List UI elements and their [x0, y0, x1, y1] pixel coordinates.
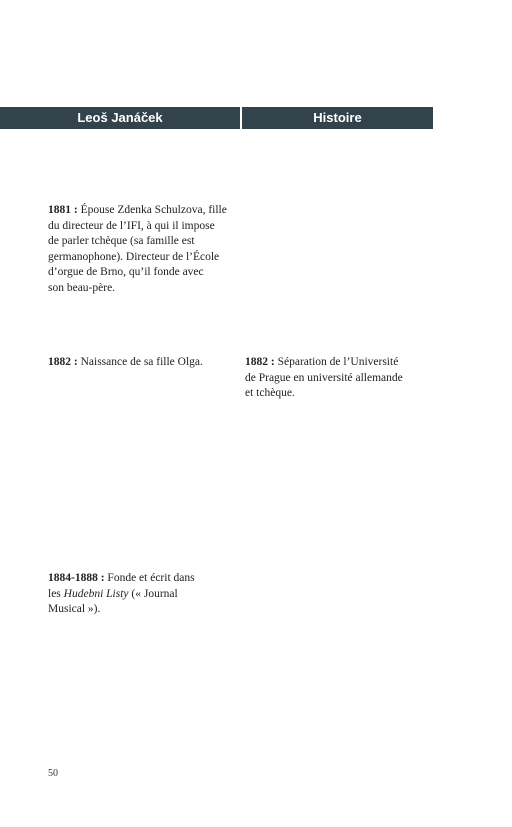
entry-text: de parler tchèque (sa famille est [48, 235, 195, 247]
entry-1882-olga [48, 355, 238, 371]
entry-year: 1884-1888 : [48, 572, 105, 584]
entry-text: son beau-père. [48, 281, 116, 294]
page-number: 50 [48, 768, 58, 779]
entry-text: Fonde et écrit dans [107, 572, 195, 584]
entry-1882-universite [245, 355, 425, 402]
entry-text: d’orgue de Brno, qu’il fonde avec [48, 266, 204, 278]
entry-text: Musical »). [48, 603, 101, 615]
entry-text: Naissance de sa fille Olga. [80, 356, 203, 368]
entry-text: et tchèque. [245, 387, 295, 399]
journal-title: Hudebni Listy [63, 587, 129, 600]
entry-text: les [48, 587, 64, 600]
entry-1884-1888 [48, 571, 238, 618]
column-header-bar [0, 107, 433, 129]
entry-text: de Prague en université allemande [245, 371, 403, 384]
entry-text: du directeur de l’IFI, à qui il impose [48, 219, 215, 232]
entry-text: (« Journal [128, 587, 178, 600]
entry-1881 [48, 203, 238, 296]
entry-year: 1881 : [48, 204, 78, 216]
entry-text: Séparation de l’Université [277, 356, 399, 368]
entry-text: germanophone). Directeur de l’École [48, 250, 220, 263]
entry-year: 1882 : [245, 356, 275, 368]
column-header-janacek: Leoš Janáček [0, 107, 240, 129]
entry-year: 1882 : [48, 356, 78, 368]
column-header-histoire: Histoire [242, 107, 433, 129]
entry-text: Épouse Zdenka Schulzova, fille [80, 204, 227, 216]
